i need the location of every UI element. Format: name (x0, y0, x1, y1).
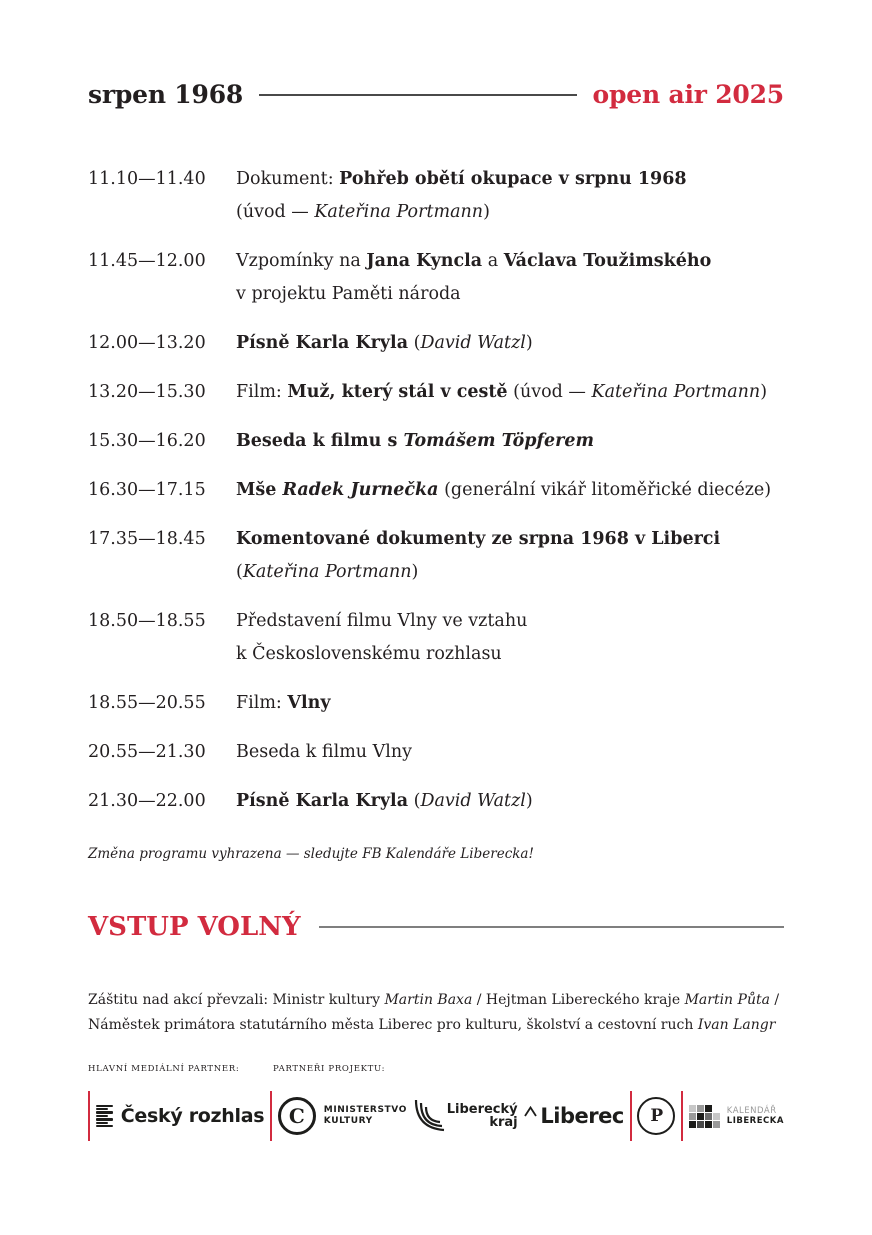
text-segment: Vlny (287, 693, 331, 713)
grid-cell (689, 1121, 696, 1128)
text-segment: Vzpomínky na (236, 251, 367, 271)
text-segment: Kateřina Portmann (242, 562, 412, 582)
program-description (236, 785, 533, 818)
program-line (236, 196, 687, 229)
partner-labels (88, 1064, 784, 1074)
cesky-rozhlas-logo (96, 1105, 265, 1128)
liberecky-kraj-label: Liberecký kraj (446, 1102, 518, 1130)
program-row (88, 474, 784, 507)
program-row (88, 736, 784, 769)
red-separator (270, 1091, 272, 1141)
pb-circle-logo (637, 1097, 675, 1135)
program-row (88, 425, 784, 458)
text-segment: (úvod — (236, 202, 315, 222)
red-separator (630, 1091, 632, 1141)
text-segment: k Československému rozhlasu (236, 644, 502, 664)
ministerstvo-kultury-logo (278, 1097, 407, 1135)
program-time: 20.55—21.30 (88, 742, 206, 762)
text-segment: David Watzl (420, 791, 526, 811)
program-description (236, 245, 711, 311)
program-row (88, 605, 784, 671)
text-segment: (úvod — (507, 382, 592, 402)
grid-cell (713, 1105, 720, 1112)
program-line (236, 278, 711, 311)
grid-cell (697, 1121, 704, 1128)
program-line (236, 638, 527, 671)
text-segment: Václava Toužimského (503, 251, 712, 271)
program-row (88, 327, 784, 360)
page-header (88, 78, 784, 111)
red-separator (681, 1091, 683, 1141)
text-segment: ( (408, 791, 421, 811)
grid-cell (689, 1113, 696, 1120)
free-entry-rule (319, 926, 784, 928)
text-segment: / Hejtman Libereckého kraje (472, 992, 685, 1008)
text-segment: Martin Půta (684, 992, 770, 1008)
text-segment: ( (236, 562, 243, 582)
program-change-note: Změna programu vyhrazena — sledujte FB Kalendáře Liberecka! (88, 846, 534, 862)
program-description (236, 605, 527, 671)
text-segment: Radek Jurnečka (282, 480, 439, 500)
text-segment: ( (408, 333, 421, 353)
program-description (236, 687, 331, 720)
text-segment: ) (525, 791, 533, 811)
liberecky-kraj-logo (413, 1099, 518, 1133)
text-segment: Kateřina Portmann (314, 202, 484, 222)
text-segment: Pohřeb obětí okupace v srpnu 1968 (339, 169, 687, 189)
grid-cell (697, 1105, 704, 1112)
text-segment: Beseda k filmu Vlny (236, 742, 413, 762)
text-segment: Písně Karla Kryla (236, 791, 409, 811)
program-time: 11.10—11.40 (88, 169, 206, 189)
grid-cell (705, 1113, 712, 1120)
header-title-right: open air 2025 (592, 80, 784, 109)
text-segment: ) (483, 202, 490, 222)
program-row (88, 245, 784, 311)
grid-cell (689, 1105, 696, 1112)
program-description (236, 163, 687, 229)
grid-cell (713, 1121, 720, 1128)
program-description (236, 327, 533, 360)
pb-monogram: P (650, 1106, 663, 1126)
program-line (236, 785, 533, 818)
header-title-left: srpen 1968 (88, 80, 244, 109)
text-segment: Beseda k filmu s (236, 431, 404, 451)
ministry-icon-letter: C (288, 1104, 305, 1128)
cesky-rozhlas-label: Český rozhlas (120, 1104, 265, 1127)
liberec-caret-icon (523, 1106, 538, 1117)
text-segment: Záštitu nad akcí převzali: Ministr kultury (88, 992, 385, 1008)
partner-logos-row (88, 1088, 784, 1144)
patronage-text (88, 988, 784, 1038)
liberec-logo (523, 1104, 623, 1128)
program-description (236, 425, 594, 458)
text-segment: Dokument: (236, 169, 340, 189)
kalendar-grid-icon (689, 1105, 720, 1128)
program-line (236, 163, 687, 196)
program-line (236, 605, 527, 638)
text-segment: ) (760, 382, 768, 402)
program-line (236, 474, 771, 507)
program-time: 12.00—13.20 (88, 333, 206, 353)
patronage-line (88, 988, 784, 1013)
grid-cell (713, 1113, 720, 1120)
grid-cell (705, 1121, 712, 1128)
text-segment: Tomášem Töpferem (403, 431, 595, 451)
program-time: 15.30—16.20 (88, 431, 206, 451)
text-segment: ) (525, 333, 533, 353)
free-entry-section (88, 910, 784, 944)
text-segment: Kateřina Portmann (591, 382, 761, 402)
ministry-circle-icon (278, 1097, 316, 1135)
program-line (236, 687, 331, 720)
text-segment: David Watzl (420, 333, 526, 353)
program-description (236, 736, 412, 769)
kalendar-label: KALENDÁŘ LIBERECKA (726, 1106, 784, 1126)
liberecky-kraj-fan-icon (413, 1099, 445, 1133)
project-partners-label: PARTNEŘI PROJEKTU: (273, 1064, 386, 1074)
text-segment: Martin Baxa (384, 992, 473, 1008)
program-row (88, 785, 784, 818)
main-media-partner-label: HLAVNÍ MEDIÁLNÍ PARTNER: (88, 1064, 240, 1074)
header-rule (259, 94, 576, 96)
text-segment: Písně Karla Kryla (236, 333, 409, 353)
program-row (88, 163, 784, 229)
text-segment: Náměstek primátora statutárního města Liberec pro kulturu, školství a cestovní ruch (88, 1017, 698, 1033)
patronage-line (88, 1013, 784, 1038)
program-line (236, 245, 711, 278)
program-row (88, 523, 784, 589)
program-time: 11.45—12.00 (88, 251, 206, 271)
program-schedule (88, 163, 784, 818)
text-segment: v projektu Paměti národa (236, 284, 461, 304)
text-segment: Film: (236, 382, 288, 402)
program-line (236, 736, 412, 769)
text-segment: Ivan Langr (697, 1017, 776, 1033)
liberec-label: Liberec (540, 1104, 624, 1128)
text-segment: Mše (236, 480, 283, 500)
program-line (236, 376, 767, 409)
program-row (88, 687, 784, 720)
program-time: 21.30—22.00 (88, 791, 206, 811)
program-time: 13.20—15.30 (88, 382, 206, 402)
program-time: 18.55—20.55 (88, 693, 206, 713)
program-time: 17.35—18.45 (88, 529, 206, 549)
text-segment: Komentované dokumenty ze srpna 1968 v Liberci (236, 529, 721, 549)
text-segment: (generální vikář litoměřické diecéze) (438, 480, 772, 500)
program-description (236, 474, 771, 507)
program-row (88, 376, 784, 409)
text-segment: Jana Kyncla (366, 251, 483, 271)
program-line (236, 425, 594, 458)
free-entry-title: VSTUP VOLNÝ (88, 912, 301, 942)
program-line (236, 523, 720, 556)
text-segment: Muž, který stál v cestě (287, 382, 508, 402)
text-segment: / (769, 992, 780, 1008)
text-segment: Představení filmu Vlny ve vztahu (236, 611, 528, 631)
text-segment: Film: (236, 693, 288, 713)
kalendar-liberecka-logo (689, 1105, 784, 1128)
program-description (236, 376, 767, 409)
cesky-rozhlas-bars-icon (96, 1105, 113, 1128)
text-segment: ) (411, 562, 419, 582)
ministry-label: MINISTERSTVO KULTURY (323, 1105, 407, 1126)
program-time: 16.30—17.15 (88, 480, 206, 500)
program-description (236, 523, 720, 589)
red-separator (88, 1091, 90, 1141)
program-line (236, 327, 533, 360)
program-line (236, 556, 720, 589)
text-segment: a (482, 251, 504, 271)
program-time: 18.50—18.55 (88, 611, 206, 631)
grid-cell (697, 1113, 704, 1120)
grid-cell (705, 1105, 712, 1112)
